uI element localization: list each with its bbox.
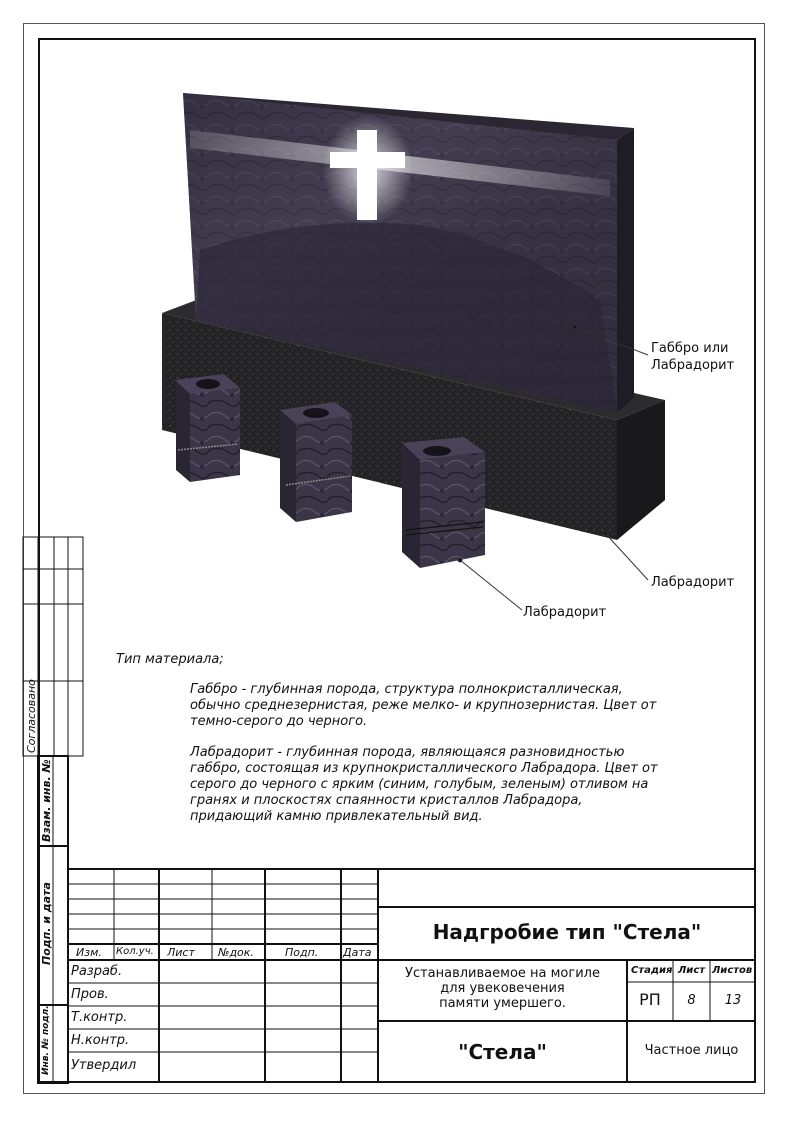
sheet-label: Лист [678,965,706,976]
description-line: памяти умершего. [439,996,566,1011]
gabbro-line: Габбро - глубинная порода, структура полнокристаллическая, [190,682,623,697]
role-approved: Утвердил [71,1058,137,1073]
drawing-title: Надгробие тип "Стела" [432,920,702,944]
header-ndok: №док. [218,946,254,959]
stage-value: РП [639,990,661,1009]
sheets-value: 13 [724,993,742,1008]
customer-name: Частное лицо [644,1043,739,1058]
description-line: для увековечения [440,981,565,996]
sheets-label: Листов [712,965,753,976]
header-list: Лист [167,946,195,959]
role-tech-control: Т.контр. [71,1010,128,1025]
description-line: Устанавливаемое на могиле [405,966,600,981]
gabbro-line: темно-серого до черного. [190,714,368,729]
role-checker: Пров. [71,987,109,1002]
callout-vase: Лабрадорит [523,605,607,620]
labradorite-line: серого до черного с ярким (синим, голубым, зеленым) отливом на [190,777,649,792]
header-kol-uch: Кол.уч. [116,946,154,957]
inv-orig-label: Инв. № подл. [41,1005,51,1075]
header-data: Дата [343,946,372,959]
sheet-value: 8 [687,993,696,1008]
labradorite-line: придающий камню привлекательный вид. [190,809,483,824]
callout-slab-line2: Лабрадорит [651,358,735,373]
material-heading: Тип материала; [116,652,224,667]
role-developer: Разраб. [71,964,123,979]
sign-date-label: Подп. и дата [40,882,53,965]
role-norm-control: Н.контр. [71,1033,130,1048]
labradorite-line: гранях и плоскостях спаянности кристаллов Лабрадора, [190,793,583,808]
callout-base: Лабрадорит [651,575,735,590]
labradorite-line: Лабрадорит - глубинная порода, являющаяся разновидностью [190,745,625,760]
stage-label: Стадия [631,965,673,976]
header-izm: Изм. [76,946,102,959]
drawing-description [378,966,627,1011]
gabbro-line: обычно среднезернистая, реже мелко- и крупнозернистая. Цвет от [190,698,657,713]
swap-inv-label: Взам. инв. № [40,759,53,842]
labradorite-line: габбро, состоящая из крупнокристаллического Лабрадора. Цвет от [190,761,658,776]
callout-slab-line1: Габбро или [651,341,729,356]
product-name: "Стела" [458,1040,547,1064]
agreed-label: Согласовано [25,679,38,753]
header-podp: Подп. [285,946,319,959]
